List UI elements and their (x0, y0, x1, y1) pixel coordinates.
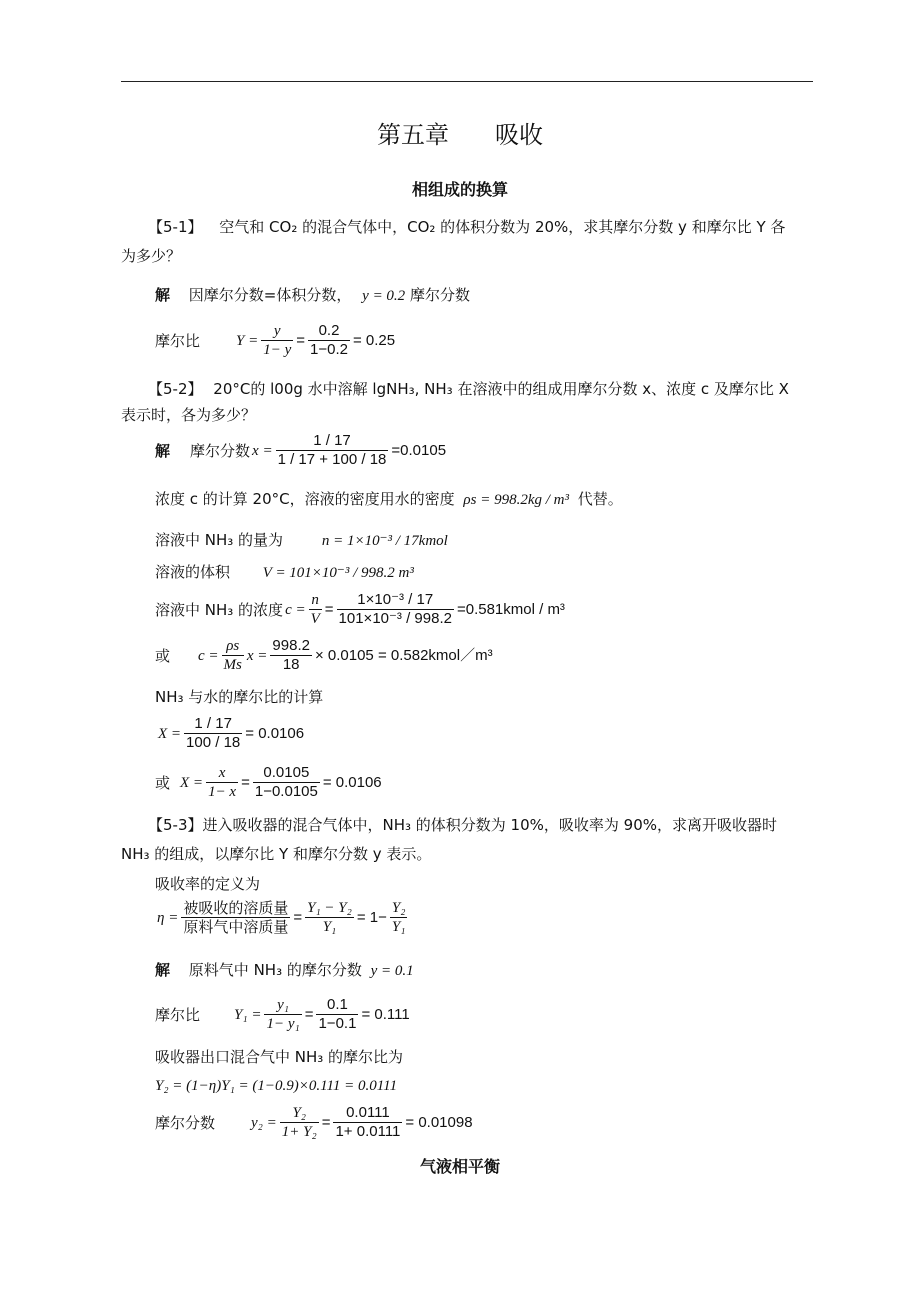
outlet-ratio-label: 吸收器出口混合气中 NH₃ 的摩尔比为 (155, 1048, 404, 1066)
section-title-composition: 相组成的换算 (411, 180, 508, 199)
equation-5-3-Y1: 摩尔比 Y₁ = $\frac{\text{y₁}}{\text{1− y₁}}$ = $\frac{0.1}{1-0.1}$ = 0.111 (155, 996, 410, 1032)
equation-5-3-Y2: Y₂ = (1−η)Y₁ = (1−0.9)×0.111 = 0.0111 (155, 1078, 398, 1094)
volume-line: 溶液的体积 V = 101×10⁻³ / 998.2 m³ (155, 563, 414, 581)
problem-5-1-line2: 为多少？ (121, 247, 182, 265)
fraction: $\frac{x}{1- x}$ (208, 765, 237, 800)
equation-5-2-concentration-alt: 或 c = $\frac{\rho s}{Ms}$ x = $\frac{998.2}{18}$ × 0.0105 = 0.582kmol／m³ (155, 637, 493, 673)
fraction: $\frac{1 / 17}{100 / 18}$ (186, 715, 241, 751)
problem-5-2-line1: 【5-2】 20°C的 l00g 水中溶解 lgNH₃, NH₃ 在溶液中的组成用摩尔分数 x、浓度 c 及摩尔比 X (148, 380, 789, 398)
fraction: $\frac{0.0111}{1+ 0.0111}$ (335, 1104, 401, 1140)
equation-absorption-rate: η = $\frac{\text{被吸收的溶质量}}{\text{原料气中溶质量}}$ = $\frac{\text{Y₁ − Y₂}}{\text{Y₁}}$ = 1− $\frac{\text{Y₂}}{\text{Y₁}}$ (157, 899, 406, 936)
solution-5-1: 解 因摩尔分数=体积分数， y = 0.2 摩尔分数 (155, 286, 470, 304)
header-rule (121, 81, 813, 82)
fraction: $\frac{\text{Y₁ − Y₂}}{\text{Y₁}}$ (307, 900, 352, 935)
solution-5-3: 解 原料气中 NH₃ 的摩尔分数 y = 0.1 (155, 961, 414, 979)
fraction: $\frac{998.2}{18}$ (272, 637, 310, 673)
fraction: $\frac{\text{y₁}}{\text{1− y₁}}$ (266, 997, 300, 1032)
problem-5-3-line1: 【5-3】进入吸收器的混合气体中，NH₃ 的体积分数为 10%，吸收率为 90%，求离开吸收器时 (148, 816, 778, 834)
equation-5-2-ratio: X = $\frac{1 / 17}{100 / 18}$ = 0.0106 (158, 715, 305, 751)
fraction: $\frac{\rho s}{Ms}$ (223, 638, 242, 673)
fraction: $\frac{n}{V}$ (310, 592, 320, 627)
fraction: $\frac{\text{Y₂}}{\text{1+ Y₂}}$ (281, 1105, 317, 1140)
fraction: $\frac{\text{1×10⁻³ / 17}}{\text{101×10⁻³ / 998.2}}$ (338, 591, 452, 627)
amount-line: 溶液中 NH₃ 的量为 n = 1×10⁻³ / 17kmol (155, 531, 448, 549)
density-note: 浓度 c 的计算 20°C，溶液的密度用水的密度 ρs = 998.2kg / m³ 代替。 (155, 490, 623, 508)
fraction: $\frac{0.2}{1-0.2}$ (310, 322, 348, 358)
problem-5-3-line2: NH₃ 的组成，以摩尔比 Y 和摩尔分数 y 表示。 (121, 845, 432, 863)
absorption-definition-label: 吸收率的定义为 (155, 875, 261, 893)
fraction: $\frac{y}{1- y}$ (263, 323, 292, 358)
fraction: $\frac{0.1}{1-0.1}$ (318, 996, 357, 1032)
fraction: $\frac{0.0105}{1-0.0105}$ (254, 764, 318, 800)
ratio-title: NH₃ 与水的摩尔比的计算 (155, 688, 324, 706)
equation-5-2-molefraction: 解 摩尔分数 x = $\frac{1 / 17}{1 / 17 + 100 / 18}$ =0.0105 (155, 432, 447, 468)
fraction: $\frac{\text{Y₂}}{\text{Y₁}}$ (391, 900, 406, 935)
problem-5-1-line1: 【5-1】 空气和 CO₂ 的混合气体中，CO₂ 的体积分数为 20%，求其摩尔分数 y 和摩尔比 Y 各 (148, 218, 786, 236)
equation-5-3-y2: 摩尔分数 y₂ = $\frac{\text{Y₂}}{\text{1+ Y₂}}$ = $\frac{0.0111}{1+ 0.0111}$ = 0.01098 (155, 1104, 473, 1140)
chapter-title: 第五章 吸收 (377, 121, 543, 149)
equation-5-2-ratio-alt: 或 X = $\frac{x}{1- x}$ = $\frac{0.0105}{1-0.0105}$ = 0.0106 (155, 764, 382, 800)
equation-5-1-ratio: 摩尔比 Y = $\frac{y}{1- y}$ = $\frac{0.2}{1-0.2}$ = 0.25 (155, 322, 396, 358)
equation-5-2-concentration: 溶液中 NH₃ 的浓度 c = $\frac{n}{V}$ = $\frac{\text{1×10⁻³ / 17}}{\text{101×10⁻³ / 998.2}}$ =0.581kmol / m³ (155, 591, 565, 627)
problem-5-2-line2: 表示时，各为多少？ (121, 406, 257, 424)
section-title-equilibrium: 气液相平衡 (419, 1157, 500, 1176)
fraction: $\frac{1 / 17}{1 / 17 + 100 / 18}$ (277, 432, 387, 468)
fraction: $\frac{\text{被吸收的溶质量}}{\text{原料气中溶质量}}$ (183, 899, 289, 936)
